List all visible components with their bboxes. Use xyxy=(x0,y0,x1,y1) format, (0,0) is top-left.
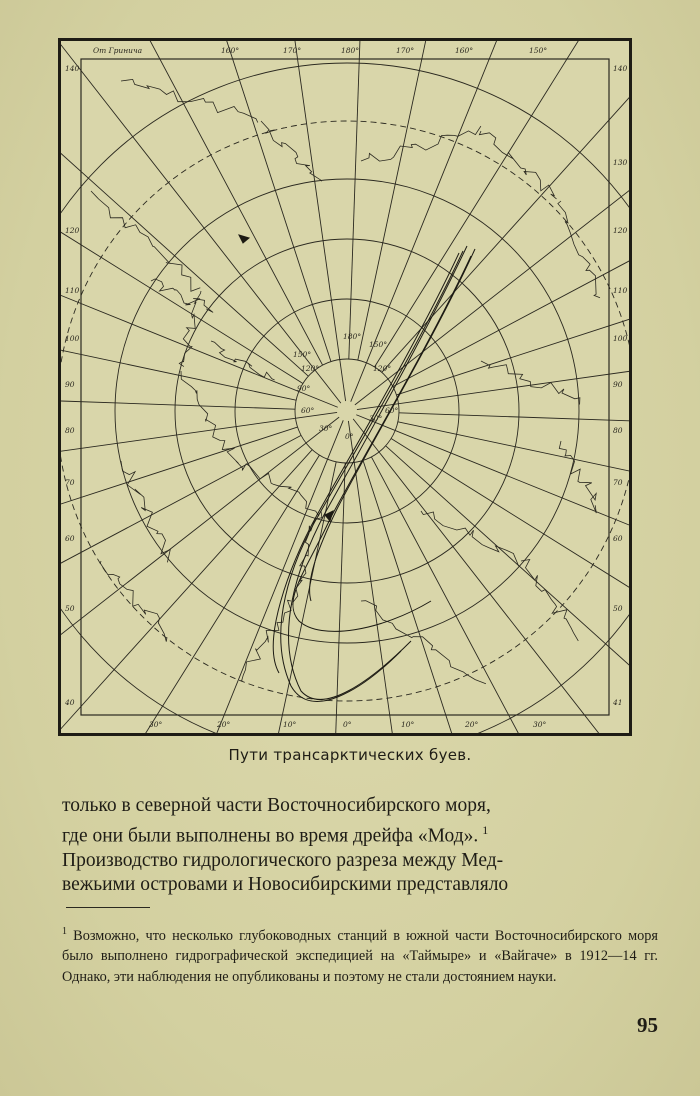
inner-frame xyxy=(81,59,609,715)
bottom-degree-label: 10° xyxy=(401,720,415,729)
footnote-mark: 1 xyxy=(62,926,67,937)
footnote-divider xyxy=(66,907,150,908)
meridian-line xyxy=(61,387,295,410)
meridian-line xyxy=(61,265,296,400)
left-degree-label: 80 xyxy=(65,426,75,435)
meridian-line xyxy=(386,446,629,733)
left-degree-label: 70 xyxy=(65,478,75,487)
drift-arrow xyxy=(239,235,249,243)
inner-degree-label: 150° xyxy=(369,340,388,349)
right-degree-label: 50 xyxy=(613,604,623,613)
coastline xyxy=(361,126,481,161)
inner-degree-label: 30° xyxy=(319,424,333,433)
coastline xyxy=(211,341,275,380)
inner-degree-label: 0° xyxy=(345,432,354,441)
left-degree-label: 110 xyxy=(65,286,80,295)
inner-degree-label: 60° xyxy=(301,406,315,415)
inner-degree-label: 120° xyxy=(373,364,392,373)
left-degree-label: 140 xyxy=(65,64,80,73)
body-paragraph xyxy=(62,794,658,897)
page-number: 95 xyxy=(637,1013,658,1037)
meridian-line xyxy=(348,421,444,733)
meridian-line xyxy=(357,314,629,410)
right-degree-label: 90 xyxy=(613,380,623,389)
top-degree-label: 170° xyxy=(396,46,415,55)
inner-degree-label: 60° xyxy=(385,406,399,415)
meridian-line xyxy=(201,462,336,733)
coastline xyxy=(479,131,556,199)
coastline xyxy=(521,560,578,641)
right-degree-label: 80 xyxy=(613,426,623,435)
meridian-line xyxy=(61,412,337,508)
coastline xyxy=(179,291,201,367)
bottom-degree-label: 30° xyxy=(533,720,547,729)
top-degree-label: 150° xyxy=(529,46,548,55)
inner-degree-label: 30° xyxy=(369,414,383,423)
coastline xyxy=(181,371,239,463)
right-degree-label: 110 xyxy=(613,286,628,295)
map-drawing xyxy=(61,41,629,733)
bottom-degree-label: 10° xyxy=(283,720,297,729)
inner-degree-label: 120° xyxy=(301,364,320,373)
coastline xyxy=(558,201,600,298)
body-line: только в северной части Восточносибирского моря, xyxy=(62,795,491,816)
meridian-line xyxy=(355,41,629,405)
left-degree-label: 120 xyxy=(65,226,80,235)
meridian-line xyxy=(356,415,629,673)
coastline xyxy=(151,279,213,313)
body-line xyxy=(62,818,658,849)
meridian-line xyxy=(398,422,629,557)
body-line: Производство гидрологического разреза между Мед- xyxy=(62,849,504,871)
meridian-line xyxy=(85,420,343,733)
coastline xyxy=(91,191,200,291)
figure-caption: Пути трансарктических буев. xyxy=(228,746,472,764)
right-degree-label: 41 xyxy=(613,698,623,707)
right-degree-label: 100 xyxy=(613,334,628,343)
top-degree-label: 160° xyxy=(455,46,474,55)
left-degree-label: 100 xyxy=(65,334,80,343)
latitude-circle xyxy=(61,121,629,701)
arctic-map xyxy=(58,38,632,736)
meridian-line xyxy=(61,455,319,733)
meridian-line xyxy=(131,41,331,362)
meridian-line xyxy=(371,457,629,733)
right-degree-label: 140 xyxy=(613,64,628,73)
meridian-line xyxy=(382,41,629,372)
bottom-degree-label: 30° xyxy=(149,720,163,729)
right-degree-label: 60 xyxy=(613,534,623,543)
inner-degree-label: 150° xyxy=(293,350,312,359)
meridian-line xyxy=(61,417,339,733)
footnote-reference[interactable]: 1 xyxy=(482,823,489,837)
body-line-text: где они были выполнены во время дрейфа «Мод». xyxy=(62,825,479,847)
bottom-degree-label: 0° xyxy=(343,720,352,729)
footnote xyxy=(62,922,658,987)
meridian-line xyxy=(399,413,629,436)
left-degree-label: 90 xyxy=(65,380,75,389)
top-degree-label: 170° xyxy=(283,46,302,55)
left-degree-label: 50 xyxy=(65,604,75,613)
right-degree-label: 120 xyxy=(613,226,628,235)
buoy-track xyxy=(281,251,463,701)
coastline xyxy=(481,361,580,405)
meridian-line xyxy=(375,41,629,367)
meridian-line xyxy=(61,41,308,376)
top-degree-label: 160° xyxy=(221,46,240,55)
coastline xyxy=(241,600,291,681)
left-degree-label: 60 xyxy=(65,534,75,543)
meridian-line xyxy=(323,463,346,733)
coastline xyxy=(421,511,519,566)
coastline xyxy=(559,441,596,513)
top-degree-label: 180° xyxy=(341,46,360,55)
meridian-line xyxy=(61,41,303,383)
coastline xyxy=(261,121,322,181)
latitude-circle xyxy=(115,179,579,643)
body-line: вежьими островами и Новосибирскими представляло xyxy=(62,873,509,895)
bottom-degree-label: 20° xyxy=(217,720,231,729)
bottom-degree-label: 20° xyxy=(465,720,479,729)
footnote-text: Возможно, что несколько глубоководных станций в южной части Восточносибирского моря было выполнено гидрографической экспедицией на «Таймыре» и «Вайгаче» в 1912—14 гг. Однако, эти наблюдения не опубликованы и поэтому не стали достоянием науки. xyxy=(62,927,658,985)
right-degree-label: 130 xyxy=(613,158,628,167)
corner-label: От Гринича xyxy=(93,46,143,55)
inner-degree-label: 180° xyxy=(343,332,362,341)
inner-degree-label: 90° xyxy=(297,384,311,393)
left-degree-label: 40 xyxy=(65,698,75,707)
right-degree-label: 70 xyxy=(613,478,623,487)
meridian-line xyxy=(358,41,493,360)
meridian-line xyxy=(363,460,563,733)
